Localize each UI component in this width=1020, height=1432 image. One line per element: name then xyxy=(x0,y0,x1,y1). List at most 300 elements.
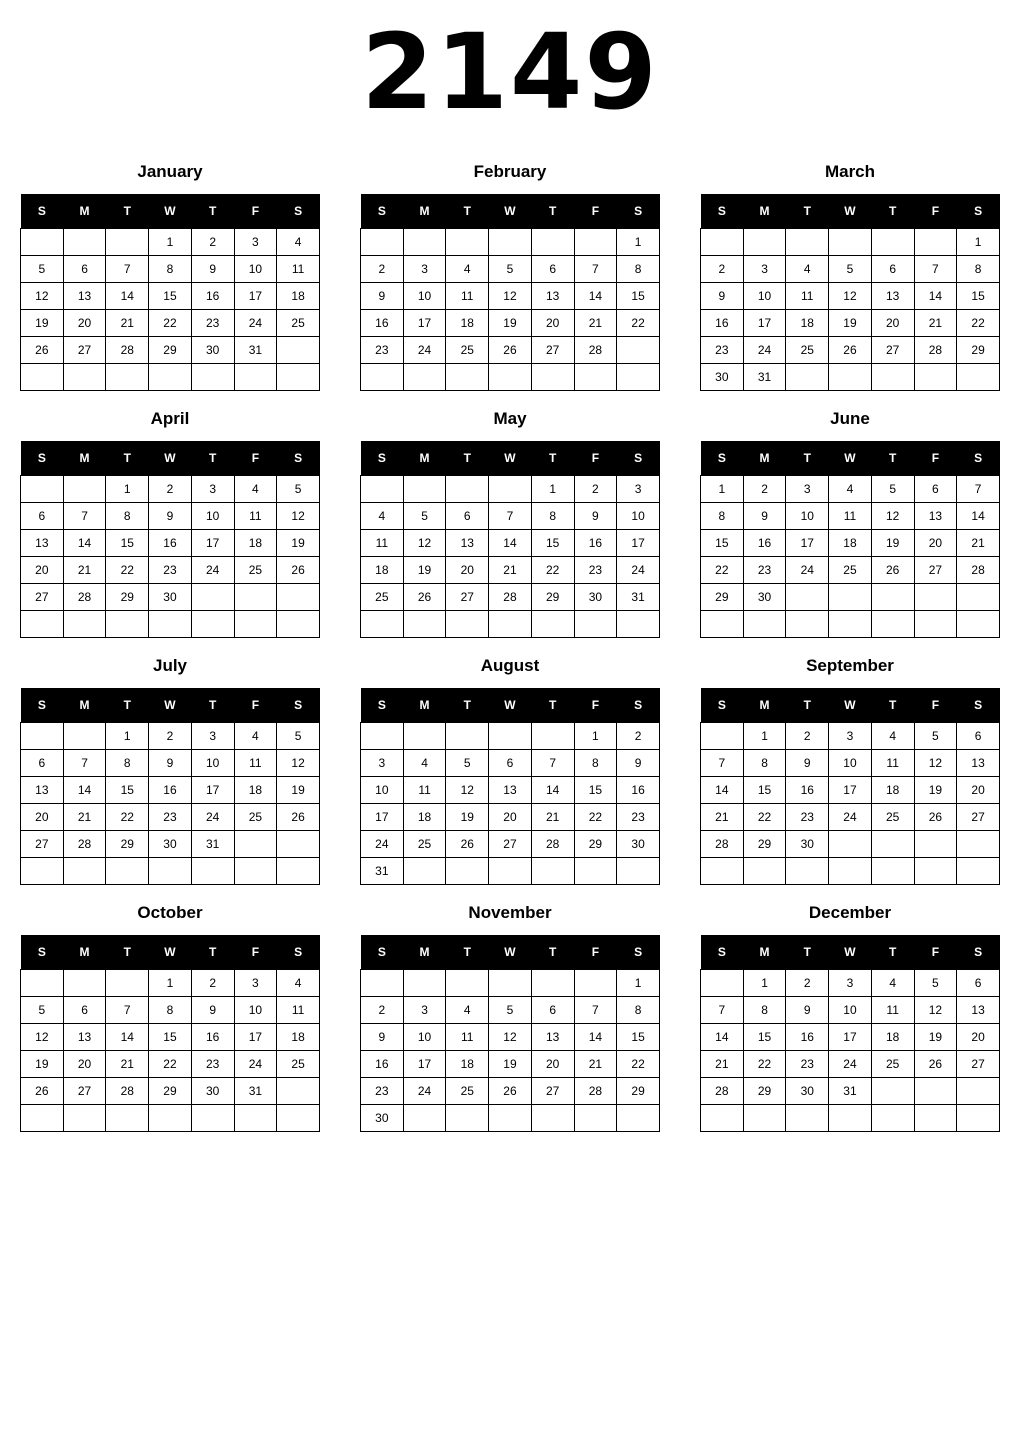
day-cell[interactable]: 1 xyxy=(617,970,660,997)
day-cell[interactable]: 22 xyxy=(574,804,617,831)
day-cell[interactable]: 5 xyxy=(871,476,914,503)
day-cell[interactable]: 10 xyxy=(743,283,786,310)
empty-day-cell[interactable] xyxy=(489,364,532,391)
day-cell[interactable]: 10 xyxy=(617,503,660,530)
day-cell[interactable]: 26 xyxy=(446,831,489,858)
day-cell[interactable]: 3 xyxy=(829,723,872,750)
day-cell[interactable]: 19 xyxy=(277,777,320,804)
day-cell[interactable]: 10 xyxy=(361,777,404,804)
day-cell[interactable]: 12 xyxy=(277,750,320,777)
day-cell[interactable]: 13 xyxy=(531,283,574,310)
day-cell[interactable]: 30 xyxy=(574,584,617,611)
empty-day-cell[interactable] xyxy=(361,364,404,391)
empty-day-cell[interactable] xyxy=(277,337,320,364)
empty-day-cell[interactable] xyxy=(234,1105,277,1132)
day-cell[interactable]: 8 xyxy=(743,997,786,1024)
day-cell[interactable]: 8 xyxy=(574,750,617,777)
empty-day-cell[interactable] xyxy=(829,611,872,638)
day-cell[interactable]: 10 xyxy=(829,997,872,1024)
day-cell[interactable]: 5 xyxy=(403,503,446,530)
empty-day-cell[interactable] xyxy=(871,1105,914,1132)
empty-day-cell[interactable] xyxy=(277,611,320,638)
empty-day-cell[interactable] xyxy=(871,364,914,391)
day-cell[interactable]: 6 xyxy=(489,750,532,777)
day-cell[interactable]: 26 xyxy=(21,337,64,364)
empty-day-cell[interactable] xyxy=(277,858,320,885)
day-cell[interactable]: 20 xyxy=(63,310,106,337)
day-cell[interactable]: 21 xyxy=(63,557,106,584)
day-cell[interactable]: 14 xyxy=(106,283,149,310)
empty-day-cell[interactable] xyxy=(106,611,149,638)
empty-day-cell[interactable] xyxy=(574,858,617,885)
day-cell[interactable]: 15 xyxy=(701,530,744,557)
day-cell[interactable]: 20 xyxy=(871,310,914,337)
empty-day-cell[interactable] xyxy=(574,970,617,997)
day-cell[interactable]: 27 xyxy=(531,337,574,364)
empty-day-cell[interactable] xyxy=(531,858,574,885)
day-cell[interactable]: 25 xyxy=(446,1078,489,1105)
empty-day-cell[interactable] xyxy=(63,970,106,997)
day-cell[interactable]: 5 xyxy=(21,997,64,1024)
day-cell[interactable]: 30 xyxy=(786,831,829,858)
day-cell[interactable]: 29 xyxy=(957,337,1000,364)
day-cell[interactable]: 2 xyxy=(149,476,192,503)
day-cell[interactable]: 8 xyxy=(149,256,192,283)
empty-day-cell[interactable] xyxy=(743,229,786,256)
day-cell[interactable]: 27 xyxy=(63,1078,106,1105)
empty-day-cell[interactable] xyxy=(234,611,277,638)
empty-day-cell[interactable] xyxy=(63,1105,106,1132)
empty-day-cell[interactable] xyxy=(234,831,277,858)
day-cell[interactable]: 19 xyxy=(489,310,532,337)
day-cell[interactable]: 27 xyxy=(489,831,532,858)
day-cell[interactable]: 28 xyxy=(701,831,744,858)
day-cell[interactable]: 5 xyxy=(489,256,532,283)
day-cell[interactable]: 16 xyxy=(361,310,404,337)
day-cell[interactable]: 19 xyxy=(914,777,957,804)
day-cell[interactable]: 22 xyxy=(743,804,786,831)
day-cell[interactable]: 8 xyxy=(957,256,1000,283)
day-cell[interactable]: 9 xyxy=(191,256,234,283)
day-cell[interactable]: 14 xyxy=(701,777,744,804)
empty-day-cell[interactable] xyxy=(21,364,64,391)
day-cell[interactable]: 29 xyxy=(743,831,786,858)
day-cell[interactable]: 5 xyxy=(829,256,872,283)
day-cell[interactable]: 4 xyxy=(871,723,914,750)
day-cell[interactable]: 19 xyxy=(403,557,446,584)
day-cell[interactable]: 20 xyxy=(21,804,64,831)
day-cell[interactable]: 6 xyxy=(914,476,957,503)
empty-day-cell[interactable] xyxy=(957,1105,1000,1132)
day-cell[interactable]: 22 xyxy=(149,1051,192,1078)
day-cell[interactable]: 28 xyxy=(106,337,149,364)
day-cell[interactable]: 4 xyxy=(446,997,489,1024)
day-cell[interactable]: 2 xyxy=(191,229,234,256)
day-cell[interactable]: 1 xyxy=(149,229,192,256)
day-cell[interactable]: 21 xyxy=(106,310,149,337)
day-cell[interactable]: 25 xyxy=(234,804,277,831)
day-cell[interactable]: 14 xyxy=(701,1024,744,1051)
empty-day-cell[interactable] xyxy=(914,1078,957,1105)
empty-day-cell[interactable] xyxy=(957,584,1000,611)
day-cell[interactable]: 13 xyxy=(914,503,957,530)
day-cell[interactable]: 9 xyxy=(743,503,786,530)
day-cell[interactable]: 14 xyxy=(914,283,957,310)
empty-day-cell[interactable] xyxy=(63,229,106,256)
day-cell[interactable]: 13 xyxy=(63,283,106,310)
day-cell[interactable]: 20 xyxy=(531,310,574,337)
empty-day-cell[interactable] xyxy=(701,1105,744,1132)
empty-day-cell[interactable] xyxy=(574,1105,617,1132)
day-cell[interactable]: 18 xyxy=(234,530,277,557)
day-cell[interactable]: 21 xyxy=(914,310,957,337)
day-cell[interactable]: 8 xyxy=(743,750,786,777)
day-cell[interactable]: 25 xyxy=(277,310,320,337)
day-cell[interactable]: 2 xyxy=(361,256,404,283)
day-cell[interactable]: 3 xyxy=(361,750,404,777)
day-cell[interactable]: 10 xyxy=(191,503,234,530)
day-cell[interactable]: 6 xyxy=(21,750,64,777)
day-cell[interactable]: 3 xyxy=(191,723,234,750)
day-cell[interactable]: 3 xyxy=(829,970,872,997)
empty-day-cell[interactable] xyxy=(489,1105,532,1132)
day-cell[interactable]: 26 xyxy=(871,557,914,584)
day-cell[interactable]: 25 xyxy=(446,337,489,364)
day-cell[interactable]: 20 xyxy=(489,804,532,831)
day-cell[interactable]: 20 xyxy=(957,777,1000,804)
day-cell[interactable]: 10 xyxy=(786,503,829,530)
day-cell[interactable]: 1 xyxy=(531,476,574,503)
day-cell[interactable]: 18 xyxy=(446,1051,489,1078)
day-cell[interactable]: 18 xyxy=(871,1024,914,1051)
day-cell[interactable]: 20 xyxy=(446,557,489,584)
empty-day-cell[interactable] xyxy=(786,584,829,611)
day-cell[interactable]: 1 xyxy=(574,723,617,750)
empty-day-cell[interactable] xyxy=(21,476,64,503)
day-cell[interactable]: 3 xyxy=(234,229,277,256)
day-cell[interactable]: 14 xyxy=(489,530,532,557)
day-cell[interactable]: 11 xyxy=(234,503,277,530)
day-cell[interactable]: 15 xyxy=(957,283,1000,310)
day-cell[interactable]: 27 xyxy=(957,804,1000,831)
day-cell[interactable]: 9 xyxy=(361,1024,404,1051)
day-cell[interactable]: 13 xyxy=(489,777,532,804)
day-cell[interactable]: 24 xyxy=(743,337,786,364)
empty-day-cell[interactable] xyxy=(277,584,320,611)
empty-day-cell[interactable] xyxy=(914,364,957,391)
day-cell[interactable]: 22 xyxy=(106,804,149,831)
day-cell[interactable]: 21 xyxy=(531,804,574,831)
day-cell[interactable]: 23 xyxy=(617,804,660,831)
day-cell[interactable]: 30 xyxy=(361,1105,404,1132)
day-cell[interactable]: 7 xyxy=(63,503,106,530)
day-cell[interactable]: 23 xyxy=(191,310,234,337)
day-cell[interactable]: 7 xyxy=(106,256,149,283)
day-cell[interactable]: 8 xyxy=(531,503,574,530)
day-cell[interactable]: 5 xyxy=(277,476,320,503)
empty-day-cell[interactable] xyxy=(743,611,786,638)
day-cell[interactable]: 12 xyxy=(871,503,914,530)
day-cell[interactable]: 24 xyxy=(829,804,872,831)
day-cell[interactable]: 2 xyxy=(149,723,192,750)
day-cell[interactable]: 8 xyxy=(106,750,149,777)
empty-day-cell[interactable] xyxy=(701,858,744,885)
day-cell[interactable]: 7 xyxy=(489,503,532,530)
day-cell[interactable]: 11 xyxy=(234,750,277,777)
day-cell[interactable]: 28 xyxy=(63,584,106,611)
empty-day-cell[interactable] xyxy=(957,831,1000,858)
day-cell[interactable]: 2 xyxy=(701,256,744,283)
day-cell[interactable]: 30 xyxy=(617,831,660,858)
day-cell[interactable]: 18 xyxy=(234,777,277,804)
day-cell[interactable]: 1 xyxy=(743,970,786,997)
day-cell[interactable]: 22 xyxy=(957,310,1000,337)
day-cell[interactable]: 19 xyxy=(489,1051,532,1078)
empty-day-cell[interactable] xyxy=(489,858,532,885)
empty-day-cell[interactable] xyxy=(914,584,957,611)
day-cell[interactable]: 3 xyxy=(403,997,446,1024)
day-cell[interactable]: 1 xyxy=(617,229,660,256)
day-cell[interactable]: 10 xyxy=(403,283,446,310)
day-cell[interactable]: 17 xyxy=(361,804,404,831)
day-cell[interactable]: 12 xyxy=(914,997,957,1024)
day-cell[interactable]: 3 xyxy=(191,476,234,503)
day-cell[interactable]: 11 xyxy=(446,1024,489,1051)
empty-day-cell[interactable] xyxy=(786,1105,829,1132)
empty-day-cell[interactable] xyxy=(743,858,786,885)
empty-day-cell[interactable] xyxy=(871,831,914,858)
day-cell[interactable]: 28 xyxy=(531,831,574,858)
day-cell[interactable]: 13 xyxy=(21,530,64,557)
day-cell[interactable]: 23 xyxy=(574,557,617,584)
day-cell[interactable]: 7 xyxy=(63,750,106,777)
day-cell[interactable]: 2 xyxy=(617,723,660,750)
empty-day-cell[interactable] xyxy=(403,1105,446,1132)
empty-day-cell[interactable] xyxy=(106,364,149,391)
empty-day-cell[interactable] xyxy=(191,584,234,611)
day-cell[interactable]: 15 xyxy=(149,283,192,310)
day-cell[interactable]: 25 xyxy=(403,831,446,858)
empty-day-cell[interactable] xyxy=(574,229,617,256)
day-cell[interactable]: 23 xyxy=(701,337,744,364)
day-cell[interactable]: 12 xyxy=(446,777,489,804)
day-cell[interactable]: 16 xyxy=(743,530,786,557)
day-cell[interactable]: 24 xyxy=(829,1051,872,1078)
day-cell[interactable]: 8 xyxy=(617,997,660,1024)
day-cell[interactable]: 22 xyxy=(106,557,149,584)
day-cell[interactable]: 4 xyxy=(403,750,446,777)
empty-day-cell[interactable] xyxy=(617,611,660,638)
day-cell[interactable]: 19 xyxy=(21,1051,64,1078)
day-cell[interactable]: 9 xyxy=(617,750,660,777)
day-cell[interactable]: 5 xyxy=(914,970,957,997)
day-cell[interactable]: 29 xyxy=(149,337,192,364)
day-cell[interactable]: 13 xyxy=(957,750,1000,777)
empty-day-cell[interactable] xyxy=(786,858,829,885)
day-cell[interactable]: 9 xyxy=(786,997,829,1024)
empty-day-cell[interactable] xyxy=(446,1105,489,1132)
day-cell[interactable]: 6 xyxy=(957,970,1000,997)
day-cell[interactable]: 5 xyxy=(489,997,532,1024)
day-cell[interactable]: 4 xyxy=(829,476,872,503)
day-cell[interactable]: 11 xyxy=(277,256,320,283)
day-cell[interactable]: 23 xyxy=(786,804,829,831)
day-cell[interactable]: 22 xyxy=(531,557,574,584)
day-cell[interactable]: 7 xyxy=(531,750,574,777)
day-cell[interactable]: 13 xyxy=(63,1024,106,1051)
day-cell[interactable]: 17 xyxy=(403,1051,446,1078)
day-cell[interactable]: 31 xyxy=(234,337,277,364)
day-cell[interactable]: 24 xyxy=(234,1051,277,1078)
day-cell[interactable]: 31 xyxy=(234,1078,277,1105)
day-cell[interactable]: 12 xyxy=(489,1024,532,1051)
day-cell[interactable]: 26 xyxy=(829,337,872,364)
day-cell[interactable]: 20 xyxy=(21,557,64,584)
day-cell[interactable]: 28 xyxy=(63,831,106,858)
day-cell[interactable]: 26 xyxy=(277,557,320,584)
day-cell[interactable]: 17 xyxy=(617,530,660,557)
day-cell[interactable]: 9 xyxy=(574,503,617,530)
day-cell[interactable]: 22 xyxy=(743,1051,786,1078)
day-cell[interactable]: 30 xyxy=(191,1078,234,1105)
day-cell[interactable]: 4 xyxy=(234,723,277,750)
empty-day-cell[interactable] xyxy=(617,364,660,391)
day-cell[interactable]: 7 xyxy=(574,997,617,1024)
day-cell[interactable]: 26 xyxy=(914,804,957,831)
empty-day-cell[interactable] xyxy=(489,970,532,997)
day-cell[interactable]: 9 xyxy=(149,750,192,777)
empty-day-cell[interactable] xyxy=(21,723,64,750)
day-cell[interactable]: 6 xyxy=(446,503,489,530)
day-cell[interactable]: 13 xyxy=(871,283,914,310)
empty-day-cell[interactable] xyxy=(149,611,192,638)
day-cell[interactable]: 12 xyxy=(489,283,532,310)
empty-day-cell[interactable] xyxy=(361,723,404,750)
day-cell[interactable]: 20 xyxy=(531,1051,574,1078)
day-cell[interactable]: 30 xyxy=(191,337,234,364)
day-cell[interactable]: 7 xyxy=(106,997,149,1024)
day-cell[interactable]: 2 xyxy=(361,997,404,1024)
empty-day-cell[interactable] xyxy=(871,584,914,611)
empty-day-cell[interactable] xyxy=(957,364,1000,391)
empty-day-cell[interactable] xyxy=(191,1105,234,1132)
day-cell[interactable]: 9 xyxy=(149,503,192,530)
empty-day-cell[interactable] xyxy=(957,1078,1000,1105)
empty-day-cell[interactable] xyxy=(446,476,489,503)
day-cell[interactable]: 28 xyxy=(574,1078,617,1105)
day-cell[interactable]: 28 xyxy=(489,584,532,611)
empty-day-cell[interactable] xyxy=(446,723,489,750)
empty-day-cell[interactable] xyxy=(403,229,446,256)
day-cell[interactable]: 1 xyxy=(743,723,786,750)
day-cell[interactable]: 21 xyxy=(574,310,617,337)
day-cell[interactable]: 13 xyxy=(446,530,489,557)
empty-day-cell[interactable] xyxy=(786,611,829,638)
day-cell[interactable]: 15 xyxy=(149,1024,192,1051)
day-cell[interactable]: 15 xyxy=(531,530,574,557)
day-cell[interactable]: 17 xyxy=(786,530,829,557)
day-cell[interactable]: 15 xyxy=(743,777,786,804)
empty-day-cell[interactable] xyxy=(21,858,64,885)
empty-day-cell[interactable] xyxy=(403,476,446,503)
day-cell[interactable]: 13 xyxy=(957,997,1000,1024)
day-cell[interactable]: 29 xyxy=(743,1078,786,1105)
empty-day-cell[interactable] xyxy=(914,229,957,256)
day-cell[interactable]: 18 xyxy=(446,310,489,337)
empty-day-cell[interactable] xyxy=(21,1105,64,1132)
empty-day-cell[interactable] xyxy=(106,229,149,256)
day-cell[interactable]: 2 xyxy=(574,476,617,503)
empty-day-cell[interactable] xyxy=(234,858,277,885)
day-cell[interactable]: 15 xyxy=(106,777,149,804)
day-cell[interactable]: 12 xyxy=(277,503,320,530)
day-cell[interactable]: 30 xyxy=(149,831,192,858)
empty-day-cell[interactable] xyxy=(446,970,489,997)
empty-day-cell[interactable] xyxy=(277,364,320,391)
day-cell[interactable]: 16 xyxy=(149,530,192,557)
empty-day-cell[interactable] xyxy=(361,229,404,256)
day-cell[interactable]: 1 xyxy=(957,229,1000,256)
day-cell[interactable]: 29 xyxy=(106,584,149,611)
day-cell[interactable]: 3 xyxy=(403,256,446,283)
day-cell[interactable]: 4 xyxy=(786,256,829,283)
day-cell[interactable]: 17 xyxy=(829,777,872,804)
day-cell[interactable]: 11 xyxy=(277,997,320,1024)
empty-day-cell[interactable] xyxy=(489,476,532,503)
day-cell[interactable]: 22 xyxy=(701,557,744,584)
day-cell[interactable]: 27 xyxy=(531,1078,574,1105)
day-cell[interactable]: 7 xyxy=(701,997,744,1024)
day-cell[interactable]: 31 xyxy=(617,584,660,611)
empty-day-cell[interactable] xyxy=(234,584,277,611)
day-cell[interactable]: 15 xyxy=(574,777,617,804)
empty-day-cell[interactable] xyxy=(957,858,1000,885)
day-cell[interactable]: 4 xyxy=(277,970,320,997)
empty-day-cell[interactable] xyxy=(403,723,446,750)
day-cell[interactable]: 16 xyxy=(617,777,660,804)
empty-day-cell[interactable] xyxy=(277,1078,320,1105)
day-cell[interactable]: 3 xyxy=(743,256,786,283)
day-cell[interactable]: 15 xyxy=(106,530,149,557)
empty-day-cell[interactable] xyxy=(149,364,192,391)
empty-day-cell[interactable] xyxy=(531,1105,574,1132)
day-cell[interactable]: 24 xyxy=(786,557,829,584)
day-cell[interactable]: 14 xyxy=(63,530,106,557)
day-cell[interactable]: 20 xyxy=(957,1024,1000,1051)
day-cell[interactable]: 16 xyxy=(191,283,234,310)
day-cell[interactable]: 6 xyxy=(21,503,64,530)
day-cell[interactable]: 1 xyxy=(106,476,149,503)
empty-day-cell[interactable] xyxy=(63,723,106,750)
day-cell[interactable]: 6 xyxy=(871,256,914,283)
empty-day-cell[interactable] xyxy=(446,858,489,885)
day-cell[interactable]: 12 xyxy=(829,283,872,310)
day-cell[interactable]: 29 xyxy=(617,1078,660,1105)
day-cell[interactable]: 24 xyxy=(191,557,234,584)
empty-day-cell[interactable] xyxy=(191,611,234,638)
day-cell[interactable]: 11 xyxy=(786,283,829,310)
day-cell[interactable]: 29 xyxy=(701,584,744,611)
day-cell[interactable]: 11 xyxy=(361,530,404,557)
day-cell[interactable]: 24 xyxy=(191,804,234,831)
empty-day-cell[interactable] xyxy=(21,229,64,256)
day-cell[interactable]: 16 xyxy=(786,777,829,804)
day-cell[interactable]: 6 xyxy=(63,256,106,283)
day-cell[interactable]: 14 xyxy=(574,1024,617,1051)
day-cell[interactable]: 24 xyxy=(403,1078,446,1105)
day-cell[interactable]: 24 xyxy=(361,831,404,858)
day-cell[interactable]: 30 xyxy=(149,584,192,611)
